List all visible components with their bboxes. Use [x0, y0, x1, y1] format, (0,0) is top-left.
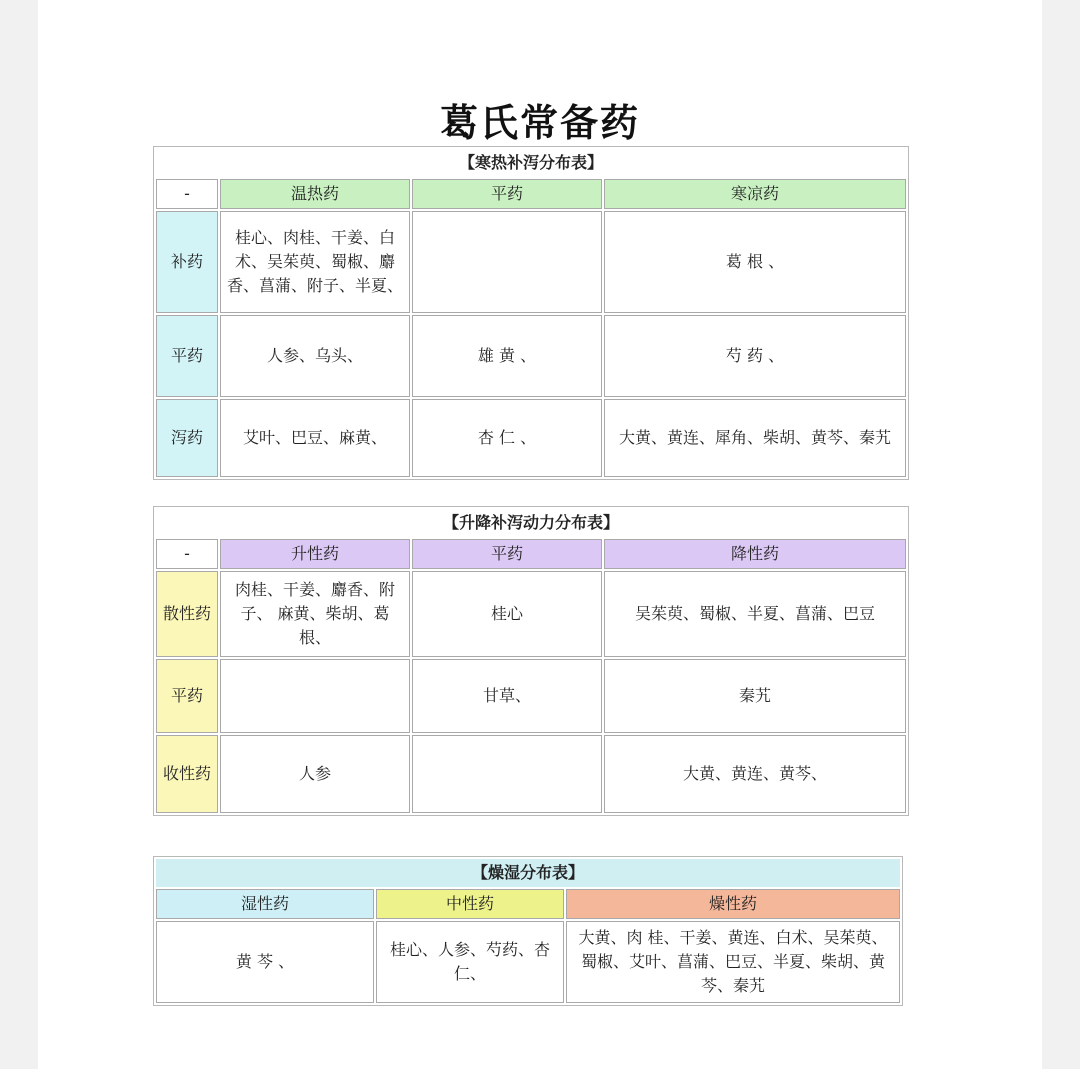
row-label: 散性药 [156, 571, 218, 657]
table-row [156, 735, 906, 813]
table-cell: 秦艽 [604, 659, 906, 733]
row-label: 平药 [156, 659, 218, 733]
table-cell: 芍 药 、 [604, 315, 906, 397]
dry-wet-table [153, 856, 903, 1006]
row-label: 收性药 [156, 735, 218, 813]
row-label: 泻药 [156, 399, 218, 477]
table-cell [220, 659, 410, 733]
table-caption: 【升降补泻动力分布表】 [156, 509, 906, 537]
table-cell [412, 211, 602, 313]
table-caption: 【寒热补泻分布表】 [156, 149, 906, 177]
table-row [156, 399, 906, 477]
column-header: 中性药 [376, 889, 564, 919]
column-header: 温热药 [220, 179, 410, 209]
table-cell: 桂心、人参、芍药、杏仁、 [376, 921, 564, 1003]
table-cell: 肉桂、干姜、麝香、附子、 麻黄、柴胡、葛根、 [220, 571, 410, 657]
table-cell: 葛 根 、 [604, 211, 906, 313]
table-cell: 桂心 [412, 571, 602, 657]
column-header: 升性药 [220, 539, 410, 569]
table-cell: 艾叶、巴豆、麻黄、 [220, 399, 410, 477]
table-cell: 大黄、黄连、犀角、柴胡、黄芩、秦艽 [604, 399, 906, 477]
page-title: 葛氏常备药 [439, 101, 640, 145]
table-cell: 大黄、肉 桂、干姜、黄连、白术、吴茱萸、蜀椒、艾叶、菖蒲、巴豆、半夏、柴胡、黄芩、秦艽 [566, 921, 900, 1003]
table-cell: 人参 [220, 735, 410, 813]
row-label: 补药 [156, 211, 218, 313]
column-header: 降性药 [604, 539, 906, 569]
table-cell: 桂心、肉桂、干姜、白术、吴茱萸、蜀椒、麝香、菖蒲、附子、半夏、 [220, 211, 410, 313]
table-caption: 【燥湿分布表】 [156, 859, 900, 887]
table-cell: 甘草、 [412, 659, 602, 733]
column-header: 湿性药 [156, 889, 374, 919]
column-header: 平药 [412, 179, 602, 209]
table-row [156, 315, 906, 397]
column-header: 寒凉药 [604, 179, 906, 209]
table-cell [412, 735, 602, 813]
table-cell: 黄 芩 、 [156, 921, 374, 1003]
rise-fall-table [153, 506, 909, 816]
table-cell: 人参、乌头、 [220, 315, 410, 397]
table-cell: 杏 仁 、 [412, 399, 602, 477]
table-row [156, 211, 906, 313]
corner-cell: - [156, 179, 218, 209]
table-row [156, 921, 900, 1003]
table-cell: 雄 黄 、 [412, 315, 602, 397]
column-header: 燥性药 [566, 889, 900, 919]
column-header: 平药 [412, 539, 602, 569]
table-cell: 大黄、黄连、黄芩、 [604, 735, 906, 813]
row-label: 平药 [156, 315, 218, 397]
table-row [156, 659, 906, 733]
table-cell: 吴茱萸、蜀椒、半夏、菖蒲、巴豆 [604, 571, 906, 657]
heat-cold-table [153, 146, 909, 480]
table-row [156, 571, 906, 657]
corner-cell: - [156, 539, 218, 569]
